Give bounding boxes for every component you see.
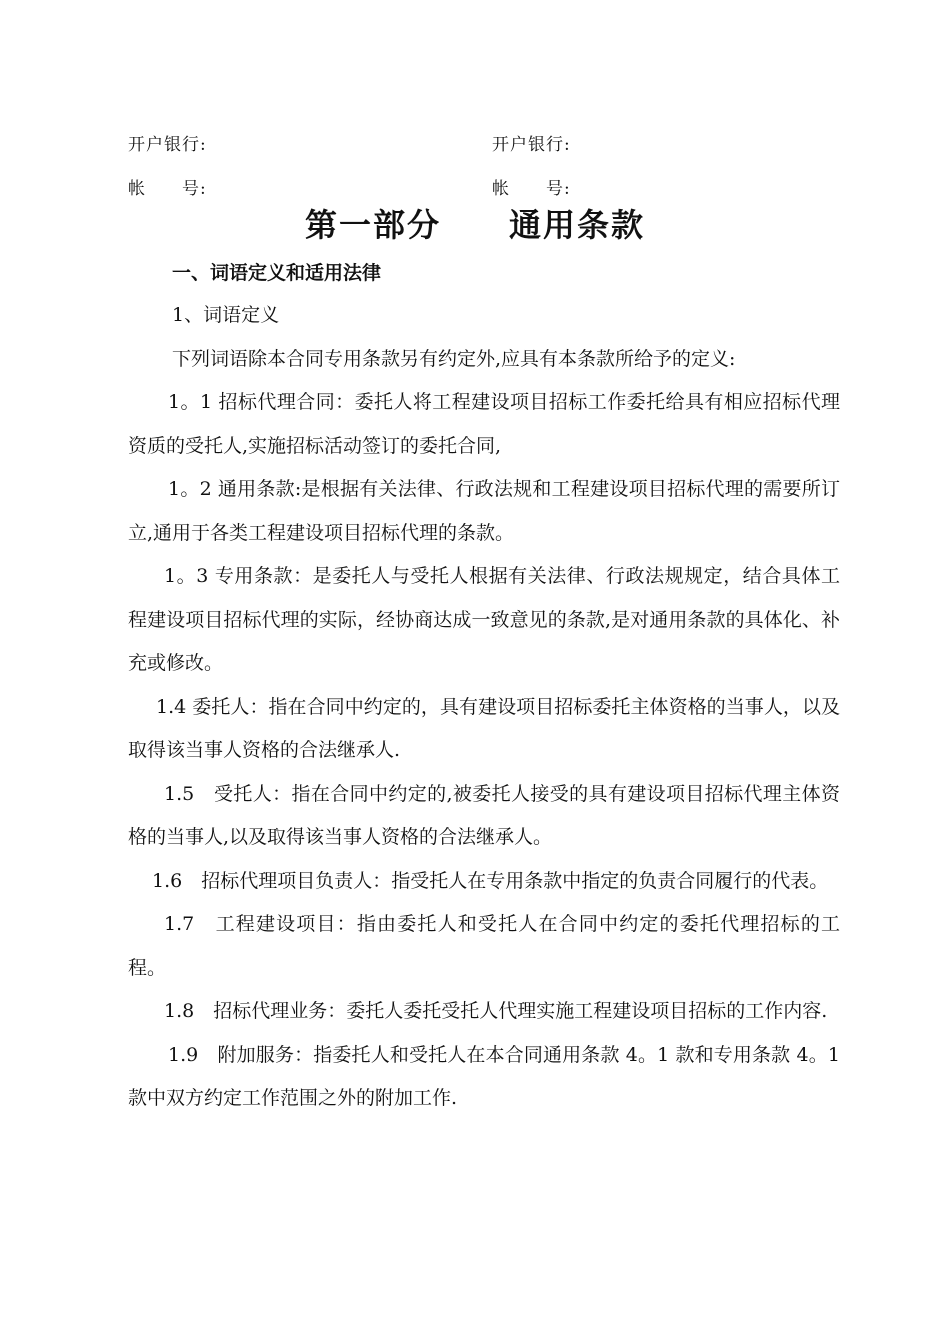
title-part: 第一部分	[304, 206, 441, 244]
definition-item: 1。3 专用条款：是委托人与受托人根据有关法律、行政法规规定，结合具体工程建设项目招标代理的实际，经协商达成一致意见的条款,是对通用条款的具体化、补充或修改。	[128, 565, 840, 674]
definition-item: 1。2 通用条款:是根据有关法律、行政法规和工程建设项目招标代理的需要所订立,通用于各类工程建设项目招标代理的条款。	[128, 478, 840, 544]
definition-item: 1.6 招标代理项目负责人：指受托人在专用条款中指定的负责合同履行的代表。	[152, 869, 829, 892]
definition-item: 1.5 受托人：指在合同中约定的,被委托人接受的具有建设项目招标代理主体资格的当事人,以及取得该当事人资格的合法继承人。	[128, 782, 840, 848]
definition-item: 1.4 委托人：指在合同中约定的，具有建设项目招标委托主体资格的当事人，以及取得该当事人资格的合法继承人.	[128, 695, 840, 761]
body-text	[128, 294, 840, 1121]
left-bank-label: 开户银行:	[128, 135, 207, 155]
definition-item: 1。1 招标代理合同：委托人将工程建设项目招标工作委托给具有相应招标代理资质的受托人,实施招标活动签订的委托合同,	[128, 391, 840, 457]
section-heading: 一、词语定义和适用法律	[172, 262, 382, 284]
intro-paragraph: 下列词语除本合同专用条款另有约定外,应具有本条款所给予的定义:	[172, 347, 736, 370]
definition-item: 1.8 招标代理业务：委托人委托受托人代理实施工程建设项目招标的工作内容.	[164, 1000, 828, 1022]
page-title	[0, 200, 950, 246]
title-name: 通用条款	[509, 206, 646, 244]
right-account-label: 帐 号:	[492, 179, 571, 199]
sub-heading: 1、词语定义	[172, 304, 280, 326]
right-bank-label: 开户银行:	[492, 135, 571, 155]
definition-item: 1.7 工程建设项目：指由委托人和受托人在合同中约定的委托代理招标的工程。	[128, 913, 840, 979]
left-account-label: 帐 号:	[128, 179, 207, 199]
definition-item: 1.9 附加服务：指委托人和受托人在本合同通用条款 4。1 款和专用条款 4。1 款中双方约定工作范围之外的附加工作.	[128, 1043, 840, 1109]
